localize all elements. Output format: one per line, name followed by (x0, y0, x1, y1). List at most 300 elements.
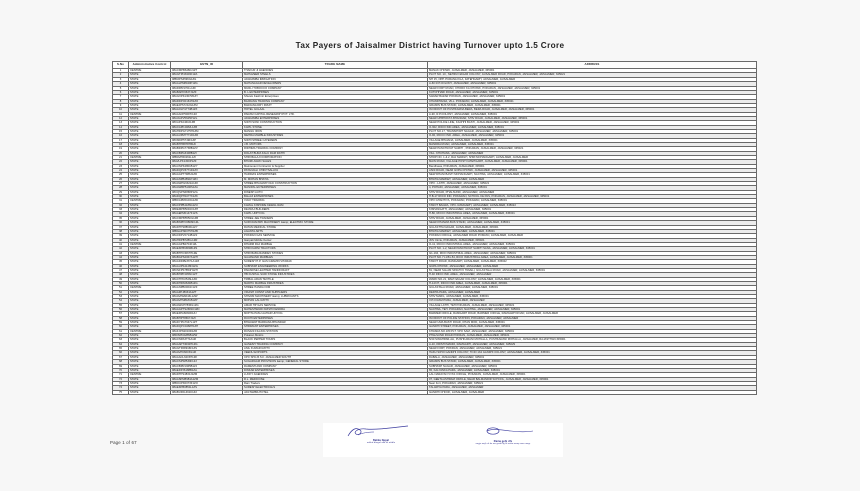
column-header-address: ADDRESS (428, 62, 757, 69)
row-trade-name: BARJANA DRY FRUIT (243, 103, 428, 107)
row-trade-name: BHUMI AGRO SALES (243, 160, 428, 164)
row-trade-name: RUSANI FILLING STATION (243, 329, 428, 333)
signature-scribble-icon (331, 425, 431, 438)
row-sno: 18 (113, 142, 129, 146)
row-sno: 5 (113, 86, 129, 90)
row-sno: 23 (113, 164, 129, 168)
row-admin-control: STATE (129, 277, 171, 281)
row-admin-control: CENTRE (129, 156, 171, 160)
row-gstn-id: 08AAZPJ8034A1ZT (171, 290, 243, 294)
row-trade-name: VIJAY TRADING (243, 199, 428, 203)
row-sno: 9 (113, 103, 129, 107)
row-sno: 48 (113, 273, 129, 277)
row-sno: 64 (113, 342, 129, 346)
signature-subtext-left: aahhd bhngah dfb kk mkdfu (366, 441, 396, 444)
row-address: SUBHASH NAGAR, JAISALMER, JAISALMER, 345001 (428, 364, 757, 368)
row-trade-name: BLACK PEPPER TOURS (243, 338, 428, 342)
row-gstn-id: 08ACDPV2714B1Z2 (171, 234, 243, 238)
table-body (113, 69, 757, 395)
row-sno: 35 (113, 216, 129, 220)
row-admin-control: STATE (129, 260, 171, 264)
row-gstn-id: 08AGTPA8916F1ZS (171, 347, 243, 351)
row-sno: 65 (113, 347, 129, 351)
row-sno: 8 (113, 99, 129, 103)
row-admin-control: STATE (129, 90, 171, 94)
row-admin-control: STATE (129, 151, 171, 155)
row-address: SADAR BAZAR POKRAN, JAISALMER, JAISALMER, 345001 (428, 95, 757, 99)
row-trade-name: CPC SHG B.S.F. JAISALMER SOUTH (243, 355, 428, 359)
row-gstn-id: 08BGAPN0075H1ZB (171, 229, 243, 233)
row-address: 65, KALYANKA PARA, JAISALMER, JAISALMER, 345001 (428, 368, 757, 372)
row-admin-control: STATE (129, 190, 171, 194)
row-gstn-id: 08AAGPT7986J1ZD (171, 173, 243, 177)
row-trade-name: MANIPAL ENTERPRISES (243, 186, 428, 190)
row-gstn-id: 08AEKPB6384B1ZS (171, 247, 243, 251)
row-gstn-id: 08AAOLH1774B1ZX (171, 108, 243, 112)
row-admin-control: STATE (129, 129, 171, 133)
row-admin-control: STATE (129, 321, 171, 325)
row-sno: 15 (113, 129, 129, 133)
row-admin-control: STATE (129, 303, 171, 307)
row-address: VILLAGE BHAIANA, JAISALMER, JAISALMER, 345001 (428, 138, 757, 142)
row-trade-name: NIDHI SONI CONSTRUCTION (243, 121, 428, 125)
row-admin-control: STATE (129, 338, 171, 342)
row-sno: 49 (113, 277, 129, 281)
row-address: DEDHA PARA, JAISALMER, JAISALMER (428, 290, 757, 294)
row-gstn-id: 08AAACP5067F1Z2 (171, 112, 243, 116)
row-gstn-id: 08BCAPR6100G1ZD (171, 199, 243, 203)
signature-stamp-icon (451, 426, 555, 439)
row-admin-control: STATE (129, 377, 171, 381)
row-address: ASNI ROAD, NEAR GOPA CHOWK, JAISALMER, JAISALMER, 345001 (428, 169, 757, 173)
row-admin-control: STATE (129, 212, 171, 216)
row-admin-control: CENTRE (129, 373, 171, 377)
row-gstn-id: 08ADTPS8869G1ZY (171, 225, 243, 229)
row-trade-name: VEENU EXPORTS (243, 351, 428, 355)
row-admin-control: STATE (129, 247, 171, 251)
row-admin-control: STATE (129, 160, 171, 164)
row-sno: 31 (113, 199, 129, 203)
row-admin-control: STATE (129, 138, 171, 142)
row-sno: 33 (113, 208, 129, 212)
row-admin-control: STATE (129, 351, 171, 355)
row-address: POKRAN CIRCLE, JAISALMER ROAD POKRAN, JAISALMER, JAISALMER (428, 234, 757, 238)
row-admin-control: CENTRE (129, 199, 171, 203)
row-sno: 67 (113, 355, 129, 359)
row-trade-name: SURYAVANSHI MACHINERY &amp; ELECTRIC STORE (243, 221, 428, 225)
row-sno: 58 (113, 316, 129, 320)
row-admin-control: STATE (129, 147, 171, 151)
row-gstn-id: 08ADYPG7647L1ZT (171, 321, 243, 325)
page-title: Tax Payers of Jaisalmer District having Turnover upto 1.5 Crore (295, 41, 565, 50)
row-address: KHASRA NO.180 PLT. VPO SAM, JAISALMER, JAISALMER, 345001 (428, 329, 757, 333)
row-sno: 61 (113, 329, 129, 333)
row-gstn-id: 08AANPB0064C1ZF (171, 286, 243, 290)
signature-subtext-right: aagjn wnjf uk de wa gradt llg kf walm moap ama umgr (475, 442, 531, 445)
row-trade-name: MEHRA MARBLE INDUSTRIES (243, 134, 428, 138)
row-sno: 54 (113, 299, 129, 303)
row-sno: 62 (113, 334, 129, 338)
row-admin-control: STATE (129, 386, 171, 390)
row-address: PLOT NO. 10 , NEHRU NAGAR COLONY, JAISALMER ROAD, POKARAN, JAISALMER, JAISALMER, 345021 (428, 73, 757, 77)
row-gstn-id: 08CMDP5749F1ZP (171, 138, 243, 142)
row-admin-control: STATE (129, 177, 171, 181)
row-trade-name: MADHU MARBLE INDUSTRIES (243, 281, 428, 285)
signature-block-left (331, 425, 431, 444)
row-trade-name: BHAGWAT BARDANA BHANDAR (243, 321, 428, 325)
signature-area (323, 423, 563, 457)
row-gstn-id: 08DISPD2286B1ZW (171, 334, 243, 338)
row-sno: 7 (113, 95, 129, 99)
row-trade-name: JAGTAMBA HOTEL (243, 390, 428, 394)
row-sno: 68 (113, 360, 129, 364)
row-gstn-id: 08ABTPB8787B1ZI (171, 142, 243, 146)
row-admin-control: STATE (129, 195, 171, 199)
row-address: GANDHI STREET, POKARAN, JAISALMER, JAISALMER, 345001 (428, 325, 757, 329)
row-address: VPO - LATHI, JAISALMER, JAISALMER, 345021 (428, 182, 757, 186)
row-trade-name: LUCKY AGENCIES (243, 373, 428, 377)
row-address: O-41, RICCO INDUSTRIAL AREA, JAISALMER, JAISALMER, 345001 (428, 242, 757, 246)
row-trade-name: R.L. MEDICOSE (243, 377, 428, 381)
row-gstn-id: 08BOUPK0073F1ZO (171, 381, 243, 385)
row-trade-name: MOHTA PASU AAHAR UDYOG (243, 312, 428, 316)
row-address: A-90, R.P.COLONY, JAISALMER, JAISALMER, 345001 (428, 112, 757, 116)
row-gstn-id: 08AAUPM7771D1ZR (171, 134, 243, 138)
row-trade-name: SHRI KARNI TRACTORS (243, 247, 428, 251)
row-trade-name: DEVRAJ BUILDERS (243, 208, 428, 212)
row-address: NACHNA, TEH. POKARAN, NACHNA, JAISALMER, JAISALMER, 345001 (428, 308, 757, 312)
row-sno: 30 (113, 195, 129, 199)
row-address: MAIN ROAD, VILLAGE POST FATEHGARH, JAISALMER, JAISALMER, 345001 (428, 160, 757, 164)
row-gstn-id: 08ACSPS8530F1ZJ (171, 360, 243, 364)
row-admin-control: STATE (129, 368, 171, 372)
row-address: PLOT NO. H-1/51-54, RICO INDUSTRIAL AREA, JAISALMER, JAISALMER, 345001 (428, 255, 757, 259)
row-sno: 16 (113, 134, 129, 138)
row-trade-name: SHREE JEE TRADERS (243, 216, 428, 220)
row-address: H.B-17 RIICO IND. POKARAN, SCHOOL KE PAS, POKARAN, JAISALMER, JAISALMER, 345001 (428, 195, 757, 199)
row-gstn-id: 08AAVPE6643L1ZW (171, 295, 243, 299)
table-header (113, 62, 757, 69)
row-trade-name: MANGU IRON (243, 129, 428, 133)
row-gstn-id: 08ABNPPC6806F1ZL (171, 221, 243, 225)
row-trade-name: RUCHI ENTERPRISES (243, 316, 428, 320)
row-admin-control: CENTRE (129, 112, 171, 116)
row-trade-name: RATAN MEDICAL STORE (243, 225, 428, 229)
column-header-sno: S.No (113, 62, 129, 69)
row-gstn-id: 08BAVPR0261L1ZI (171, 156, 243, 160)
row-sno: 20 (113, 151, 129, 155)
table-row (113, 390, 757, 394)
row-sno: 1 (113, 69, 129, 73)
row-sno: 32 (113, 203, 129, 207)
row-admin-control: STATE (129, 273, 171, 277)
row-gstn-id: 08AAAPT3032H1ZG (171, 342, 243, 346)
row-gstn-id: 08AAWPG6322A1ZK (171, 182, 243, 186)
row-gstn-id: 08ABAPK6637J1ZF (171, 90, 243, 94)
row-gstn-id: 08ADTPS4834J1ZM (171, 373, 243, 377)
row-gstn-id: 08ABHPP4056C1ZT (171, 273, 243, 277)
row-address: NEAR UPBHOKTA BHANDAR, SHIV ROAD, JAISALMER, JAISALMER, 345001 (428, 116, 757, 120)
row-admin-control: STATE (129, 221, 171, 225)
row-address: H-92 RIICO IND. AREA, JAISALMER, JAISALMER (428, 273, 757, 277)
row-trade-name: B. L ENTERPRISES (243, 90, 428, 94)
row-sno: 40 (113, 238, 129, 242)
row-sno: 43 (113, 251, 129, 255)
row-trade-name: DHARM RAJ MARBLE (243, 242, 428, 246)
row-gstn-id: 08ABDPG7738B1ZV (171, 147, 243, 151)
row-gstn-id: 08ADQPC0468H1ZH (171, 325, 243, 329)
row-gstn-id: 08CNFPS7854H1ZH (171, 268, 243, 272)
row-trade-name: DINESH AUTO (243, 190, 428, 194)
row-gstn-id: 08AEKPB0854L1ZS (171, 386, 243, 390)
row-admin-control: STATE (129, 390, 171, 394)
row-gstn-id: 08DEMPB5094C1ZH (171, 208, 243, 212)
row-address: SHIV MARG, JAISALMER, JAISALMER, 345001 (428, 295, 757, 299)
row-trade-name: DINKAR ENTERPRISES (243, 368, 428, 372)
row-address: BHATIA MARKET, JAISALMER, JAISALMER, 345001 (428, 229, 757, 233)
row-address: H-80, RICCO INDUSTRIAL AREA, JAISALMER, JAISALMER, 345001 (428, 212, 757, 216)
row-admin-control: STATE (129, 121, 171, 125)
row-sno: 39 (113, 234, 129, 238)
row-admin-control: STATE (129, 116, 171, 120)
row-address: IN FRONT OF POLICE STATION, POKARAN, JAISALMER, JAISALMER (428, 316, 757, 320)
row-sno: 10 (113, 108, 129, 112)
row-trade-name: Pokaran Motors (243, 334, 428, 338)
row-admin-control: STATE (129, 325, 171, 329)
row-trade-name: SURESH ELECTRICALS (243, 386, 428, 390)
row-trade-name: SHIVAM MACHINERY &amp; LUBRICANTS (243, 295, 428, 299)
row-gstn-id: 08ADDPC0164H1ZO (171, 99, 243, 103)
row-address: DABALA, JAISALMER, JAISALMER, 345001 (428, 355, 757, 359)
row-admin-control: STATE (129, 99, 171, 103)
row-sno: 19 (113, 147, 129, 151)
row-admin-control: CENTRE (129, 69, 171, 73)
row-admin-control: STATE (129, 182, 171, 186)
row-gstn-id: 08ABUPA1461K1Z2 (171, 390, 243, 394)
row-address: Bandhawa, POKARAN, JAISALMER, 345001 (428, 164, 757, 168)
row-gstn-id: 08AALPM8040P1ZG (171, 82, 243, 86)
row-trade-name: MAHANAGAR DEVELOPERS (243, 82, 428, 86)
row-sno: 46 (113, 264, 129, 268)
row-address: NEAR PANCHAYAT SAMITI , POKARAN, JAISALMER, JAISALMER, 345021 (428, 147, 757, 151)
row-sno: 74 (113, 386, 129, 390)
row-gstn-id: 08AUNPK4801B1ZY (171, 164, 243, 168)
row-trade-name: POKRAN GAS SERVICE (243, 234, 428, 238)
row-address: GULASTHA NAGAR, JAISALMER, JAISALMER, 345001 (428, 225, 757, 229)
row-address: O-302, RIICO IND.AREA, JAISALMER, JAISALMER, 345001 (428, 125, 757, 129)
row-address: GULASTALA ROAD, JAISALMER, JAISALMER, 345001 (428, 286, 757, 290)
row-sno: 56 (113, 308, 129, 312)
row-gstn-id: 08AHDPB7281L1ZR (171, 238, 243, 242)
row-admin-control: STATE (129, 95, 171, 99)
row-admin-control: STATE (129, 268, 171, 272)
row-sno: 73 (113, 381, 129, 385)
row-trade-name: SHRIMANT ENTERPRISES (243, 325, 428, 329)
row-gstn-id: 08AADDPE3371A1ZZ (171, 260, 243, 264)
row-address: SHIV ROAD, PHALSUND, JAISALMER, JAISALMER (428, 190, 757, 194)
row-trade-name: JAGDAMBA ENTERPRISES (243, 116, 428, 120)
row-admin-control: STATE (129, 251, 171, 255)
row-address: NEAR FORT, POKRAN, JAISALMER, JAISALMER, 345021 (428, 347, 757, 351)
row-address: CHANDHANIA, VILL. POKARAN, JAISALMER, JAISALMER, 345021 (428, 99, 757, 103)
row-sno: 66 (113, 351, 129, 355)
row-sno: 28 (113, 186, 129, 190)
row-admin-control: STATE (129, 164, 171, 168)
row-address: GRAMIN BUS STAND, JAISALMER, JAISALMER, 345001 (428, 103, 757, 107)
row-trade-name: GANESH TRADING COMPANY (243, 342, 428, 346)
row-sno: 37 (113, 225, 129, 229)
row-address: MANDRA ROAD, JAISALMER, JAISALMER, 345001 (428, 142, 757, 146)
row-admin-control: STATE (129, 295, 171, 299)
row-gstn-id: 08AAACL6215H1ZK (171, 355, 243, 359)
row-address: VILLAGE LATHI, TEH POKARAN, JAISALMER, JAISALMER, 345021 (428, 303, 757, 307)
row-address: GUPA CHOWK, JAISALMER, JAISALMER, JAISALMER (428, 264, 757, 268)
row-sno: 45 (113, 260, 129, 264)
row-trade-name: JAGDAMBA IRRIGATION (243, 77, 428, 81)
row-sno: 44 (113, 255, 129, 259)
row-sno: 25 (113, 173, 129, 177)
row-gstn-id: 08ACPPB4186G1ZU (171, 203, 243, 207)
row-sno: 52 (113, 290, 129, 294)
row-gstn-id: 08AAGPB4704F1ZL (171, 242, 243, 246)
row-address: NEAR KHANWA BUS STAND, JAISALMER, JAISALMER, 345001 (428, 221, 757, 225)
row-gstn-id: 08ACAPK4082L1ZB (171, 125, 243, 129)
row-trade-name: DOLAT BURA KALU RAM RATHI (243, 151, 428, 155)
row-address: A-60 R.P.COLONY, JAISALMER, JAISALMER, 345001 (428, 82, 757, 86)
row-trade-name: SUGARGAM PROVISION &amp; GENERAL STORE (243, 360, 428, 364)
row-address: A-10, KRISHI MANDI, RAMGARH, JAISALMER, JAISALMER, 345029 (428, 342, 757, 346)
row-address: H-143 H, RICCO IND AREA, JAISALMER, JAISALMER, 345001 (428, 281, 757, 285)
row-sno: 22 (113, 160, 129, 164)
row-trade-name: BALAJI ENTERPRISES (243, 195, 428, 199)
row-trade-name: SURESH H.P. GAS GRAMIN VITARAK (243, 260, 428, 264)
row-address: WARD NO-21, RAM NAGAR COLONY, JAISALMER, JAISALMER, 345001 (428, 277, 757, 281)
row-admin-control: STATE (129, 134, 171, 138)
row-gstn-id: 08CQSPS6868P1ZA (171, 190, 243, 194)
row-sno: 6 (113, 90, 129, 94)
row-admin-control: STATE (129, 360, 171, 364)
row-sno: 36 (113, 221, 129, 225)
row-trade-name: MURLI TOBOCCO COMPANY (243, 86, 428, 90)
row-sno: 29 (113, 190, 129, 194)
row-trade-name: SUBHASH ENGINEERING WORKS (243, 264, 428, 268)
row-trade-name: GAJANAND MARBLES (243, 255, 428, 259)
row-sno: 71 (113, 373, 129, 377)
row-gstn-id: 08AAUPS4128N1ZG (171, 264, 243, 268)
row-gstn-id: 08AAVPK6615G1ZI (171, 351, 243, 355)
row-admin-control: STATE (129, 299, 171, 303)
row-gstn-id: 08AEDPJ6188B1ZA (171, 368, 243, 372)
row-admin-control: STATE (129, 203, 171, 207)
row-gstn-id: 08AGTPN3409F1ZA (171, 73, 243, 77)
row-trade-name: Ganpati Mobile Center (243, 238, 428, 242)
row-address: GRAMIN BUS STAND, JAISALMER, JAISALMER, 345001 (428, 360, 757, 364)
row-gstn-id: 08ACTPD2526L1ZD (171, 277, 243, 281)
row-gstn-id: 08ACMPB6480J1ZT (171, 69, 243, 73)
row-admin-control: CENTRE (129, 242, 171, 246)
row-sno: 14 (113, 125, 129, 129)
row-address: 07, GEETA ASHRAM CIRCLE, NEAR BALMANDIR SCHOOL, JAISALMER, JAISALMER, 345001 (428, 377, 757, 381)
row-gstn-id: 08ABHPT8667J1ZI (171, 316, 243, 320)
row-gstn-id: 08ACBPG3408B1ZI (171, 151, 243, 155)
row-sno: 47 (113, 268, 129, 272)
row-admin-control: STATE (129, 234, 171, 238)
taxpayers-table (112, 61, 757, 395)
row-sno: 24 (113, 169, 129, 173)
row-sno: 34 (113, 212, 129, 216)
row-sno: 53 (113, 295, 129, 299)
row-admin-control: STATE (129, 173, 171, 177)
row-trade-name: J.B. MOTORS (243, 142, 428, 146)
row-address: NEAR UMA BASTI ROAD, CHAN MOD, JAISALMER, 345001 (428, 321, 757, 325)
row-gstn-id: 08AANPB4891P1ZN (171, 177, 243, 181)
row-sno: 51 (113, 286, 129, 290)
row-address: KUTCHHARI ROAD, JAISALMER, JAISALMER, 345001 (428, 90, 757, 94)
row-gstn-id: 08AVLPK1300P1ZF (171, 160, 243, 164)
row-gstn-id: 08AAVPM8181B1ZP (171, 299, 243, 303)
row-trade-name: MOHAN LAL RATHI (243, 299, 428, 303)
row-trade-name: VIKASH CONST AND SUPPLIERS (243, 290, 428, 294)
row-admin-control: STATE (129, 281, 171, 285)
row-sno: 72 (113, 377, 129, 381)
row-trade-name: ANIL KUMAR RATHI (243, 347, 428, 351)
row-trade-name: PARAM CAPITAL RESEARCH PVT. LTD. (243, 112, 428, 116)
row-admin-control: STATE (129, 290, 171, 294)
row-address: IN FRONT OF PUSHKARNA BERA, BERA ROAD, JAISALMER, JAISALMER, 345001 (428, 108, 757, 112)
row-admin-control: STATE (129, 225, 171, 229)
row-gstn-id: 08AFJPN2016D1ZR (171, 329, 243, 333)
row-trade-name: AGANTA ARTS (243, 229, 428, 233)
row-trade-name: RAMESH AND COMPANY (243, 364, 428, 368)
row-sno: 38 (113, 229, 129, 233)
row-address: Near Fort, POKARAN, JAISALMER, 345021 (428, 381, 757, 385)
row-admin-control: STATE (129, 364, 171, 368)
row-trade-name: HOTEL GULAAL (243, 108, 428, 112)
signature-name-right: Rama gehi dfs (493, 439, 513, 443)
row-trade-name: MAHESHWARI KRISHI KENDRA (243, 308, 428, 312)
row-gstn-id: 08ADHPA6634B1ZG (171, 281, 243, 285)
row-trade-name: SHREE BHAGWATI RAI CONSTRUCTION (243, 182, 428, 186)
row-trade-name: BAJRANG TRADING COMPANY (243, 99, 428, 103)
page-footer: Page 1 of 67 (110, 440, 137, 445)
row-sno: 59 (113, 321, 129, 325)
row-trade-name: SHRI BABA RAMDEV STONES (243, 251, 428, 255)
row-sno: 50 (113, 281, 129, 285)
row-trade-name: Shivam Kashmir Enterprises (243, 95, 428, 99)
row-admin-control: STATE (129, 82, 171, 86)
row-trade-name: PARADISE LEATHER HANDICRAFT (243, 268, 428, 272)
row-sno: 75 (113, 390, 129, 394)
row-gstn-id: 08AASPM8984A1ZM (171, 377, 243, 381)
row-gstn-id: 08AAWUP7836G1ZG (171, 303, 243, 307)
row-trade-name: TRIBAL ARAN TEXTILE (243, 277, 428, 281)
row-address: JNV Circle, POKARAN, JAISALMER, 345021 (428, 238, 757, 242)
row-gstn-id: 08AHDPG7175H1ZM (171, 129, 243, 133)
signature-name-left: Balika Nepal (372, 438, 390, 442)
row-trade-name: SHREE HANDLOOM (243, 286, 428, 290)
row-trade-name: AMAR HP GAS SERVICE (243, 303, 428, 307)
row-admin-control: STATE (129, 316, 171, 320)
row-address: TANOT BAGRA, VPO- RAMGARH, JAISALMER, JAISALMER, 345022 (428, 203, 757, 207)
row-sno: 4 (113, 82, 129, 86)
row-address: MANAK CHOWK, JAISALMER, JAISALMER, 345001 (428, 69, 757, 73)
row-address: VILL. KHUHANA, JAISALMER, JAISALMER (428, 151, 757, 155)
row-gstn-id: 08ACBPR1965B1ZJ (171, 364, 243, 368)
row-sno: 2 (113, 73, 129, 77)
row-address: V.P.O RAM PURA, JAISALMER, JAISALMER (428, 299, 757, 303)
row-gstn-id: 08AAWBP5196S1ZA (171, 186, 243, 190)
row-sno: 70 (113, 368, 129, 372)
